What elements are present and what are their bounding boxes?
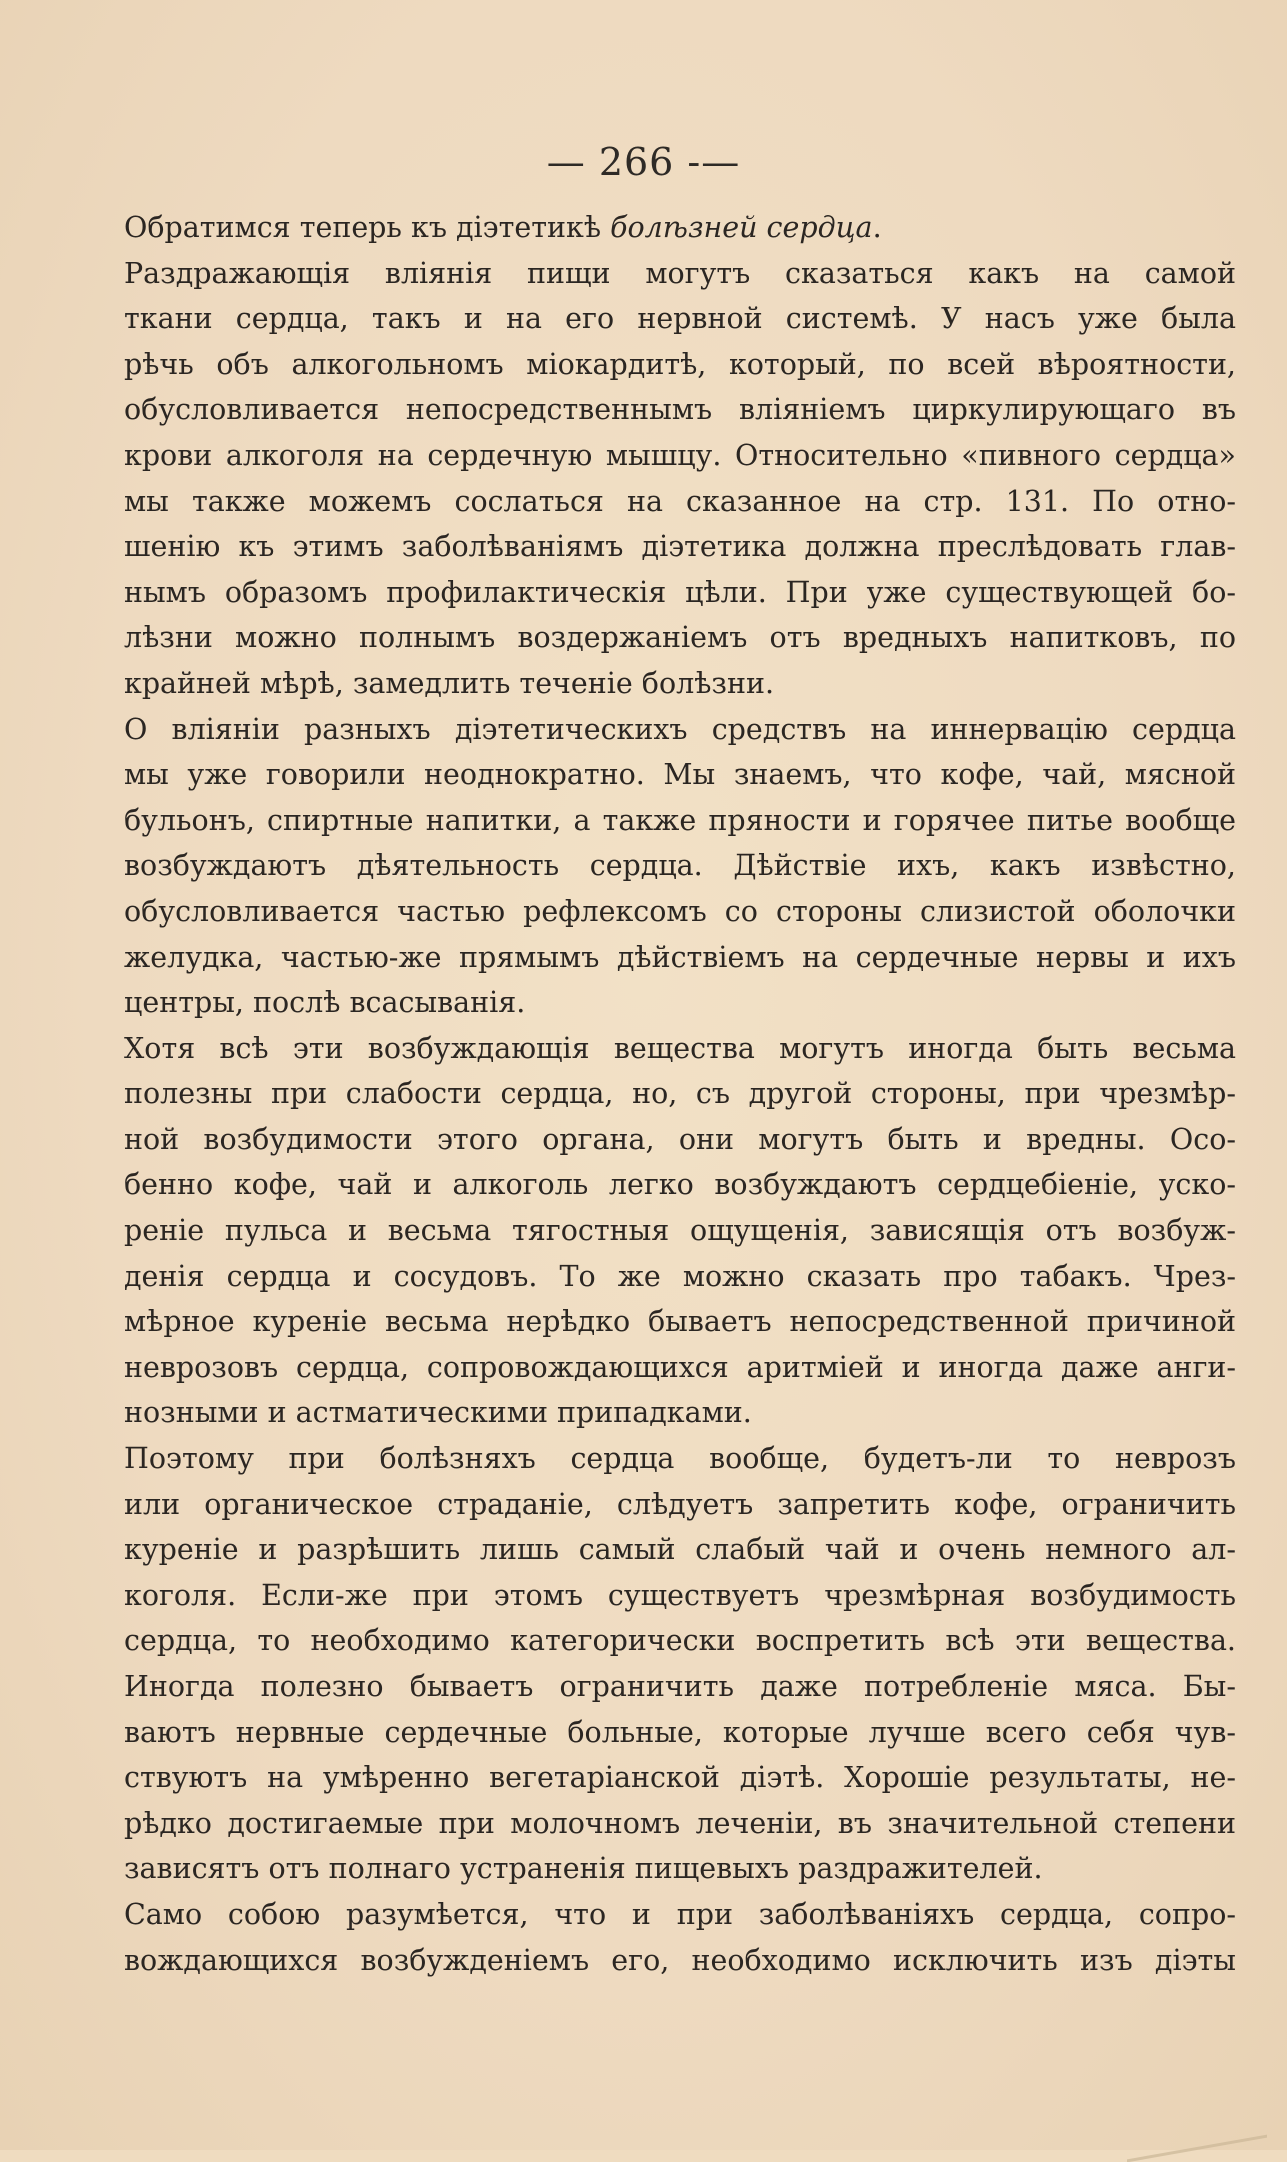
text-line: ствуютъ на умѣренно вегетаріанской діэтѣ. Хорошіе результаты, не- — [124, 1761, 1236, 1795]
text-line: бенно кофе, чай и алкоголь легко возбуждаютъ сердцебіеніе, уско- — [124, 1168, 1236, 1202]
paragraph-6 — [124, 1892, 1236, 1983]
text-line: ной возбудимости этого органа, они могутъ быть и вредны. Осо- — [124, 1122, 1236, 1156]
paragraph-2 — [124, 251, 1236, 707]
text-line: центры, послѣ всасыванія. — [124, 986, 526, 1020]
paragraph-1 — [124, 205, 1236, 251]
text-line: возбуждаютъ дѣятельность сердца. Дѣйствіе ихъ, какъ извѣстно, — [124, 849, 1236, 883]
text-line: сердца, то необходимо категорически воспретить всѣ эти вещества. — [124, 1624, 1236, 1658]
text-line: крови алкоголя на сердечную мышцу. Относительно «пивного сердца» — [124, 438, 1236, 472]
text-line: зависятъ отъ полнаго устраненія пищевыхъ раздражителей. — [124, 1852, 1043, 1886]
text-line: реніе пульса и весьма тягостныя ощущенія, зависящія отъ возбуж- — [124, 1214, 1236, 1248]
text-line: нымъ образомъ профилактическія цѣли. При уже существующей бо- — [124, 575, 1236, 609]
paragraph-5 — [124, 1436, 1236, 1892]
text-line: ткани сердца, такъ и на его нервной системѣ. У насъ уже была — [124, 302, 1236, 336]
text-line: Иногда полезно бываетъ ограничить даже потребленіе мяса. Бы- — [124, 1670, 1236, 1703]
text-line: вождающихся возбужденіемъ его, необходимо исключить изъ діэты — [124, 1943, 1236, 1977]
body-text — [124, 205, 1236, 1983]
text-line: лѣзни можно полнымъ воздержаніемъ отъ вредныхъ напитковъ, по — [124, 621, 1236, 655]
text-line: бульонъ, спиртные напитки, а также пряности и горячее питье вообще — [124, 803, 1236, 837]
text-line: или органическое страданіе, слѣдуетъ запретить кофе, ограничить — [124, 1487, 1236, 1521]
text-line: рѣдко достигаемые при молочномъ леченіи, въ значительной степени — [124, 1806, 1236, 1840]
page-number: — 266 -— — [546, 140, 741, 184]
text-line: мы уже говорили неоднократно. Мы знаемъ, что кофе, чай, мясной — [124, 758, 1236, 792]
text-line: денія сердца и сосудовъ. То же можно сказать про табакъ. Чрез- — [124, 1259, 1236, 1293]
text-line: шенію къ этимъ заболѣваніямъ діэтетика должна преслѣдовать глав- — [124, 530, 1236, 564]
text-line: ваютъ нервные сердечные больные, которые лучше всего себя чув- — [124, 1715, 1236, 1749]
emphasis: болѣзней сердца — [610, 211, 873, 244]
text-line: Обратимся теперь къ діэтетикѣ болѣзней сердца. — [124, 211, 882, 244]
text-line: крайней мѣрѣ, замедлить теченіе болѣзни. — [124, 666, 775, 700]
text-line: Хотя всѣ эти возбуждающія вещества могутъ иногда быть весьма — [124, 1031, 1236, 1065]
text-line: Раздражающія вліянія пищи могутъ сказаться какъ на самой — [124, 256, 1236, 290]
text-line: Само собою разумѣется, что и при заболѣваніяхъ сердца, сопро- — [124, 1897, 1236, 1931]
text-line: неврозовъ сердца, сопровождающихся аритміей и иногда даже анги- — [124, 1350, 1236, 1384]
text-line: О вліяніи разныхъ діэтетическихъ средствъ на иннервацію сердца — [124, 712, 1236, 746]
text-line: полезны при слабости сердца, но, съ другой стороны, при чрезмѣр- — [124, 1077, 1236, 1111]
text-line: рѣчь объ алкогольномъ міокардитѣ, который, по всей вѣроятности, — [124, 347, 1236, 381]
text-line: обусловливается частью рефлексомъ со стороны слизистой оболочки — [124, 894, 1236, 928]
text-line: мѣрное куреніе весьма нерѣдко бываетъ непосредственной причиной — [124, 1305, 1236, 1339]
text-line: коголя. Если-же при этомъ существуетъ чрезмѣрная возбудимость — [124, 1578, 1236, 1612]
text-line: мы также можемъ сослаться на сказанное на стр. 131. По отно- — [124, 484, 1236, 518]
text-line: нозными и астматическими припадками. — [124, 1396, 752, 1430]
page-corner-mark — [1127, 2107, 1267, 2162]
text-line: желудка, частью-же прямымъ дѣйствіемъ на сердечные нервы и ихъ — [124, 940, 1236, 974]
text-line: Поэтому при болѣзняхъ сердца вообще, будетъ-ли то неврозъ — [124, 1442, 1236, 1476]
text-line: куреніе и разрѣшить лишь самый слабый чай и очень немного ал- — [124, 1533, 1236, 1567]
paragraph-4 — [124, 1026, 1236, 1436]
text-line: обусловливается непосредственнымъ вліяніемъ циркулирующаго въ — [124, 393, 1236, 427]
paragraph-3 — [124, 707, 1236, 1026]
